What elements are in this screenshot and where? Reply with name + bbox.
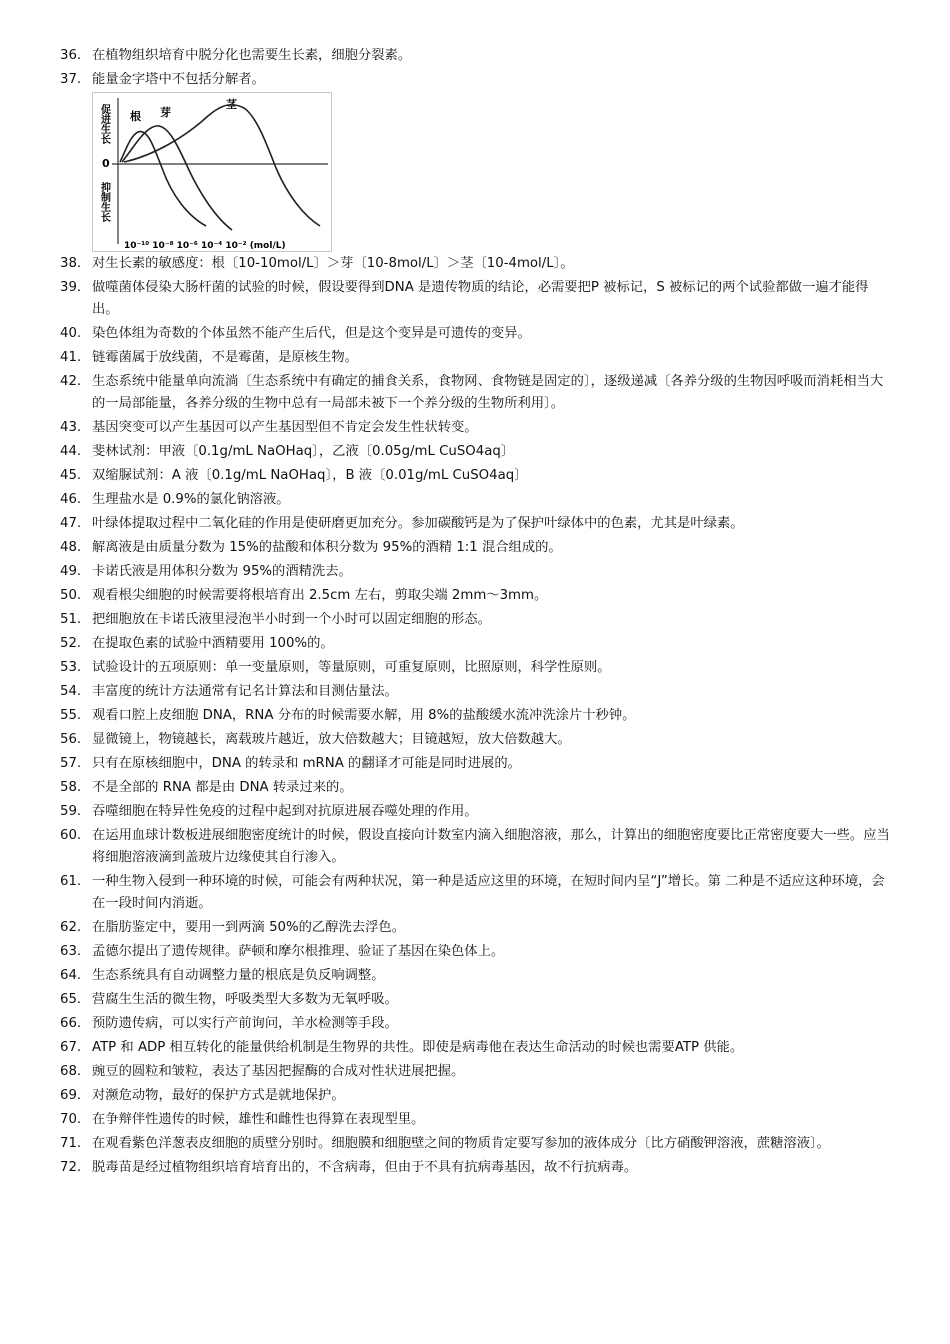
list-item	[60, 800, 892, 824]
item-number: 69.	[60, 1088, 82, 1103]
item-number: 41.	[60, 350, 82, 365]
list-item	[60, 870, 892, 916]
item-number: 70.	[60, 1112, 82, 1127]
item-number: 56.	[60, 732, 82, 747]
item-text: 在争辩伴性遗传的时候，雄性和雌性也得算在表现型里。	[92, 1112, 425, 1127]
item-number: 39.	[60, 280, 82, 295]
list-item	[60, 440, 892, 464]
list-item	[60, 1084, 892, 1108]
figure-holder	[60, 92, 892, 252]
list-item	[60, 322, 892, 346]
item-number: 36.	[60, 48, 82, 63]
list-item	[60, 512, 892, 536]
item-text: 一种生物入侵到一种环境的时候，可能会有两种状况，第一种是适应这里的环境，在短时间内呈“J”增长。第 二种是不适应这种环境，会在一段时间内消逝。	[92, 874, 885, 911]
item-text: 对濒危动物，最好的保护方式是就地保护。	[92, 1088, 345, 1103]
item-text: 能量金字塔中不包括分解者。	[92, 72, 265, 87]
item-number: 68.	[60, 1064, 82, 1079]
item-number: 43.	[60, 420, 82, 435]
list-item	[60, 680, 892, 704]
item-text: 试验设计的五项原则：单一变量原则，等量原则，可重复原则，比照原则，科学性原则。	[92, 660, 611, 675]
list-item	[60, 252, 892, 276]
list-item	[60, 776, 892, 800]
list-item	[60, 416, 892, 440]
list-item	[60, 1108, 892, 1132]
auxin-concentration-figure	[92, 92, 332, 252]
item-text: ATP 和 ADP 相互转化的能量供给机制是生物界的共性。即使是病毒他在表达生命活动的时候也需要ATP 供能。	[92, 1040, 744, 1055]
item-number: 37.	[60, 72, 82, 87]
item-number: 45.	[60, 468, 82, 483]
item-number: 58.	[60, 780, 82, 795]
item-text: 生态系统具有自动调整力量的根底是负反响调整。	[92, 968, 385, 983]
x-axis-label: 10⁻¹⁰ 10⁻⁸ 10⁻⁶ 10⁻⁴ 10⁻² (mol/L)	[124, 241, 286, 251]
item-text: 预防遗传病，可以实行产前询问，羊水检测等手段。	[92, 1016, 398, 1031]
list-item	[60, 988, 892, 1012]
item-number: 40.	[60, 326, 82, 341]
item-text: 在运用血球计数板进展细胞密度统计的时候，假设直接向计数室内滴入细胞溶液，那么，计算出的细胞密度要比正常密度要大一些。应当将细胞溶液滴到盖玻片边缘使其自行渗入。	[92, 828, 890, 865]
item-text: 双缩脲试剂：A 液〔0.1g/mL NaOHaq〕，B 液〔0.01g/mL CuSO4aq〕	[92, 468, 528, 483]
item-number: 61.	[60, 874, 82, 889]
list-item	[60, 940, 892, 964]
item-number: 64.	[60, 968, 82, 983]
item-number: 38.	[60, 256, 82, 271]
item-text: 孟德尔提出了遗传规律。萨顿和摩尔根推理、验证了基因在染色体上。	[92, 944, 505, 959]
list-item	[60, 1156, 892, 1180]
y-zero-label: 0	[102, 157, 110, 170]
item-text: 脱毒苗是经过植物组织培育培育出的，不含病毒，但由于不具有抗病毒基因，故不行抗病毒。	[92, 1160, 638, 1175]
list-item	[60, 728, 892, 752]
item-text: 对生长素的敏感度：根〔10-10mol/L〕＞芽〔10-8mol/L〕＞茎〔10-4mol/L〕。	[92, 256, 574, 271]
list-item	[60, 608, 892, 632]
item-text: 丰富度的统计方法通常有记名计算法和目测估量法。	[92, 684, 398, 699]
curve-label-root: 根	[130, 110, 141, 123]
y-up-label: 促进生长	[98, 104, 110, 144]
item-text: 基因突变可以产生基因可以产生基因型但不肯定会发生性状转变。	[92, 420, 478, 435]
item-text: 把细胞放在卡诺氏液里浸泡半小时到一个小时可以固定细胞的形态。	[92, 612, 491, 627]
item-text: 豌豆的圆粒和皱粒，表达了基因把握酶的合成对性状进展把握。	[92, 1064, 465, 1079]
item-text: 叶绿体提取过程中二氧化硅的作用是使研磨更加充分。参加碳酸钙是为了保护叶绿体中的色素，尤其是叶绿素。	[92, 516, 744, 531]
list-item	[60, 656, 892, 680]
item-number: 67.	[60, 1040, 82, 1055]
item-number: 42.	[60, 374, 82, 389]
item-text: 斐林试剂：甲液〔0.1g/mL NaOHaq〕，乙液〔0.05g/mL CuSO4aq〕	[92, 444, 515, 459]
item-text: 链霉菌属于放线菌，不是霉菌，是原核生物。	[92, 350, 358, 365]
item-number: 66.	[60, 1016, 82, 1031]
list-item	[60, 584, 892, 608]
item-number: 52.	[60, 636, 82, 651]
item-text: 解离液是由质量分数为 15%的盐酸和体积分数为 95%的酒精 1:1 混合组成的。	[92, 540, 562, 555]
item-text: 卡诺氏液是用体积分数为 95%的酒精洗去。	[92, 564, 352, 579]
item-number: 65.	[60, 992, 82, 1007]
list-item	[60, 752, 892, 776]
item-number: 71.	[60, 1136, 82, 1151]
item-text: 做噬菌体侵染大肠杆菌的试验的时候，假设要得到DNA 是遗传物质的结论，必需要把P 被标记，S 被标记的两个试验都做一遍才能得出。	[92, 280, 869, 317]
item-number: 51.	[60, 612, 82, 627]
item-number: 49.	[60, 564, 82, 579]
item-text: 染色体组为奇数的个体虽然不能产生后代，但是这个变异是可遗传的变异。	[92, 326, 531, 341]
item-text: 生理盐水是 0.9%的氯化钠溶液。	[92, 492, 290, 507]
list-item	[60, 1012, 892, 1036]
item-text: 生态系统中能量单向流淌〔生态系统中有确定的捕食关系，食物网、食物链是固定的〕，逐级递减〔各养分级的生物因呼吸而消耗相当大的一局部能量，各养分级的生物中总有一局部未被下一个养分级的生物所利用〕。	[92, 374, 884, 411]
figure-border	[93, 93, 332, 252]
item-number: 54.	[60, 684, 82, 699]
item-text: 观看口腔上皮细胞 DNA，RNA 分布的时候需要水解，用 8%的盐酸缓水流冲洗涂片十秒钟。	[92, 708, 636, 723]
item-text: 观看根尖细胞的时候需要将根培育出 2.5cm 左右，剪取尖端 2mm～3mm。	[92, 588, 548, 603]
item-number: 63.	[60, 944, 82, 959]
list-item	[60, 1036, 892, 1060]
item-number: 53.	[60, 660, 82, 675]
item-text: 在观看紫色洋葱表皮细胞的质壁分别时。细胞膜和细胞壁之间的物质肯定要写参加的液体成分〔比方硝酸钾溶液，蔗糖溶液〕。	[92, 1136, 830, 1151]
item-number: 60.	[60, 828, 82, 843]
item-text: 在提取色素的试验中酒精要用 100%的。	[92, 636, 334, 651]
list-item	[60, 68, 892, 92]
item-number: 44.	[60, 444, 82, 459]
item-number: 59.	[60, 804, 82, 819]
item-text: 在脂肪鉴定中，要用一到两滴 50%的乙醇洗去浮色。	[92, 920, 406, 935]
list-item	[60, 44, 892, 68]
item-number: 46.	[60, 492, 82, 507]
item-number: 47.	[60, 516, 82, 531]
list-item	[60, 560, 892, 584]
item-text: 吞噬细胞在特异性免疫的过程中起到对抗原进展吞噬处理的作用。	[92, 804, 478, 819]
list-item	[60, 488, 892, 512]
item-number: 50.	[60, 588, 82, 603]
list-item	[60, 964, 892, 988]
item-text: 不是全部的 RNA 都是由 DNA 转录过来的。	[92, 780, 353, 795]
list-item	[60, 1132, 892, 1156]
list-item	[60, 632, 892, 656]
list-item	[60, 370, 892, 416]
list-item	[60, 536, 892, 560]
statement-list	[60, 44, 892, 1180]
item-text: 营腐生生活的微生物，呼吸类型大多数为无氧呼吸。	[92, 992, 398, 1007]
list-item	[60, 1060, 892, 1084]
item-number: 55.	[60, 708, 82, 723]
list-item	[60, 276, 892, 322]
item-text: 在植物组织培育中脱分化也需要生长素，细胞分裂素。	[92, 48, 412, 63]
list-item	[60, 916, 892, 940]
item-number: 72.	[60, 1160, 82, 1175]
list-item	[60, 704, 892, 728]
item-number: 62.	[60, 920, 82, 935]
list-item	[60, 824, 892, 870]
item-text: 显微镜上，物镜越长，离载玻片越近，放大倍数越大；目镜越短，放大倍数越大。	[92, 732, 571, 747]
curve-label-bud: 芽	[160, 106, 171, 119]
list-item	[60, 346, 892, 370]
auxin-figure-svg	[92, 92, 332, 252]
item-number: 57.	[60, 756, 82, 771]
list-item	[60, 464, 892, 488]
y-down-label: 抑制生长	[98, 182, 110, 222]
item-number: 48.	[60, 540, 82, 555]
curve-label-stem: 茎	[226, 98, 237, 111]
item-text: 只有在原核细胞中，DNA 的转录和 mRNA 的翻译才可能是同时进展的。	[92, 756, 521, 771]
